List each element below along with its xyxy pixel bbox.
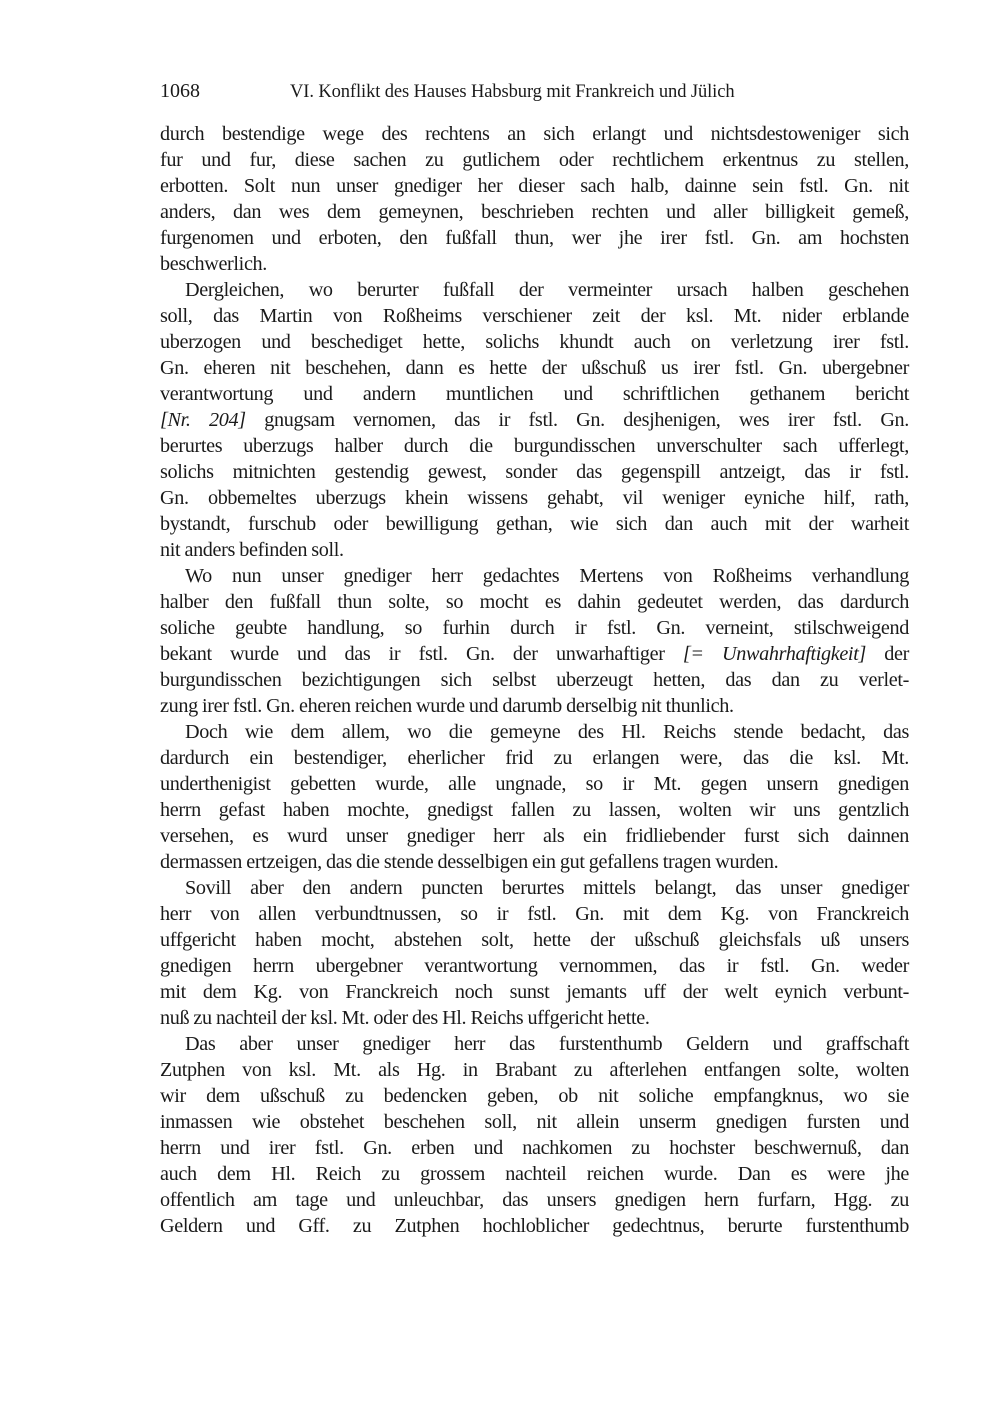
line-text: bekant wurde und das ir fstl. Gn. der unwarhaftiger [160,643,683,665]
line-text: herrn und irer fstl. Gn. erben und nachkomen zu hochster beschwernuß, dan [160,1137,909,1159]
text-line [160,641,909,667]
line-text: berurtes uberzugs halber durch die burgundisschen unverschulter sach ufferlegt, [160,435,909,457]
line-text: Gn. eheren nit beschehen, dann es hette der ußschuß us irer fstl. Gn. ubergebner [160,357,909,379]
text-line [160,277,909,303]
line-text: Gn. obbemeltes uberzugs khein wissens gehabt, vil weniger eyniche hilf, rath, [160,487,909,509]
text-line [160,953,909,979]
text-line [160,147,909,173]
editorial-note: [= Unwahrhaftigkeit] [682,643,866,665]
running-title: VI. Konflikt des Hauses Habsburg mit Frankreich und Jülich [290,82,735,102]
paragraph [160,1031,909,1239]
text-line [160,589,909,615]
line-text: dardurch ein bestendiger, eherlicher frid zu erlangen were, das die ksl. Mt. [160,747,909,769]
text-line [160,823,909,849]
text-line [160,303,909,329]
document-page [160,78,909,1239]
text-line [160,381,909,407]
line-text: offentlich am tage und unleuchbar, das unsers gnedigen hern furfarn, Hgg. zu [160,1189,909,1211]
text-line [160,355,909,381]
line-text: uffgericht haben mocht, abstehen solt, hette der ußschuß gleichsfals uß unsers [160,929,909,951]
text-line [160,615,909,641]
text-line [160,173,909,199]
line-text: bystandt, furschub oder bewilligung gethan, wie sich dan auch mit der warheit [160,513,909,535]
text-line [160,1031,909,1057]
running-header [160,78,909,108]
text-line [160,1135,909,1161]
text-line [160,1005,909,1031]
line-text: furgenomen und erboten, den fußfall thun, wer jhe irer fstl. Gn. am hochsten [160,227,909,249]
text-line [160,797,909,823]
line-text: versehen, es wurd unser gnediger herr als ein fridliebender furst sich dainnen [160,825,909,847]
line-text: Dergleichen, wo berurter fußfall der vermeinter ursach halben geschehen [185,279,909,301]
line-text: herrn gefast haben mochte, gnedigst fallen zu lassen, wolten wir uns gentzlich [160,799,909,821]
text-line [160,1083,909,1109]
text-line [160,459,909,485]
line-text: gnugsam vernomen, das ir fstl. Gn. desjhenigen, wes irer fstl. Gn. [245,409,909,431]
line-text: soliche geubte handlung, so furhin durch ir fstl. Gn. verneint, stilschweigend [160,617,909,639]
body-text [160,121,909,1239]
line-text: dermassen ertzeigen, das die stende desselbigen ein gut gefallens tragen wurden. [160,851,779,873]
line-text: der [865,643,909,665]
line-text: soll, das Martin von Roßheims verschiener zeit der ksl. Mt. nider erblande [160,305,909,327]
text-line [160,329,909,355]
line-text: erbotten. Solt nun unser gnediger her dieser sach halb, dainne sein fstl. Gn. nit [160,175,909,197]
line-text: underthenigist gebetten wurde, alle ungnade, so ir Mt. gegen unsern gnedigen [160,773,909,795]
paragraph [160,875,909,1031]
line-text: Geldern und Gff. zu Zutphen hochloblicher gedechtnus, berurte furstenthumb [160,1215,909,1237]
line-text: uberzogen und beschediget hette, solichs khundt auch on verletzung irer fstl. [160,331,909,353]
text-line [160,745,909,771]
line-text: burgundisschen bezichtigungen sich selbst uberzeugt hetten, das dan zu verlet- [160,669,909,691]
editorial-note: [Nr. 204] [160,409,246,431]
line-text: durch bestendige wege des rechtens an sich erlangt und nichtsdestoweniger sich [160,123,909,145]
line-text: inmassen wie obstehet beschehen soll, nit allein unserm gnedigen fursten und [160,1111,909,1133]
text-line [160,901,909,927]
line-text: beschwerlich. [160,253,267,275]
text-line [160,875,909,901]
paragraph [160,563,909,719]
text-line [160,537,909,563]
text-line [160,927,909,953]
paragraph [160,277,909,563]
line-text: herr von allen verbundtnussen, so ir fstl. Gn. mit dem Kg. von Franckreich [160,903,909,925]
text-line [160,433,909,459]
text-line [160,485,909,511]
text-line [160,667,909,693]
page-number: 1068 [160,80,200,102]
text-line [160,1057,909,1083]
line-text: Sovill aber den andern puncten berurtes mittels belangt, das unser gnediger [185,877,909,899]
text-line [160,979,909,1005]
line-text: mit dem Kg. von Franckreich noch sunst jemants uff der welt eynich verbunt- [160,981,909,1003]
text-line [160,199,909,225]
text-line [160,693,909,719]
text-line [160,121,909,147]
line-text: auch dem Hl. Reich zu grossem nachteil reichen wurde. Dan es were jhe [160,1163,909,1185]
text-line [160,1161,909,1187]
line-text: gnedigen herrn ubergebner verantwortung vernommen, das ir fstl. Gn. weder [160,955,909,977]
text-line [160,511,909,537]
text-line [160,225,909,251]
line-text: nuß zu nachteil der ksl. Mt. oder des Hl. Reichs uffgericht hette. [160,1007,650,1029]
text-line [160,719,909,745]
text-line [160,849,909,875]
line-text: nit anders befinden soll. [160,539,344,561]
text-line [160,1187,909,1213]
text-line [160,1213,909,1239]
line-text: Wo nun unser gnediger herr gedachtes Mertens von Roßheims verhandlung [185,565,909,587]
text-line [160,251,909,277]
line-text: solichs mitnichten gestendig gewest, sonder das gegenspill antzeigt, das ir fstl. [160,461,909,483]
line-text: halber den fußfall thun solte, so mocht es dahin gedeutet werden, das dardurch [160,591,909,613]
line-text: Zutphen von ksl. Mt. als Hg. in Brabant zu afterlehen entfangen solte, wolten [160,1059,909,1081]
text-line [160,1109,909,1135]
line-text: Doch wie dem allem, wo die gemeyne des Hl. Reichs stende bedacht, das [185,721,909,743]
text-line [160,407,909,433]
line-text: wir dem ußschuß zu bedencken geben, ob nit soliche empfangknus, wo sie [160,1085,909,1107]
line-text: fur und fur, diese sachen zu gutlichem oder rechtlichem erkentnus zu stellen, [160,149,909,171]
line-text: Das aber unser gnediger herr das furstenthumb Geldern und graffschaft [185,1033,909,1055]
line-text: verantwortung und andern muntlichen und schriftlichen gethanem bericht [160,383,909,405]
text-line [160,563,909,589]
text-line [160,771,909,797]
paragraph [160,719,909,875]
line-text: anders, dan wes dem gemeynen, beschrieben rechten und aller billigkeit gemeß, [160,201,909,223]
line-text: zung irer fstl. Gn. eheren reichen wurde und darumb derselbig nit thunlich. [160,695,734,717]
paragraph [160,121,909,277]
